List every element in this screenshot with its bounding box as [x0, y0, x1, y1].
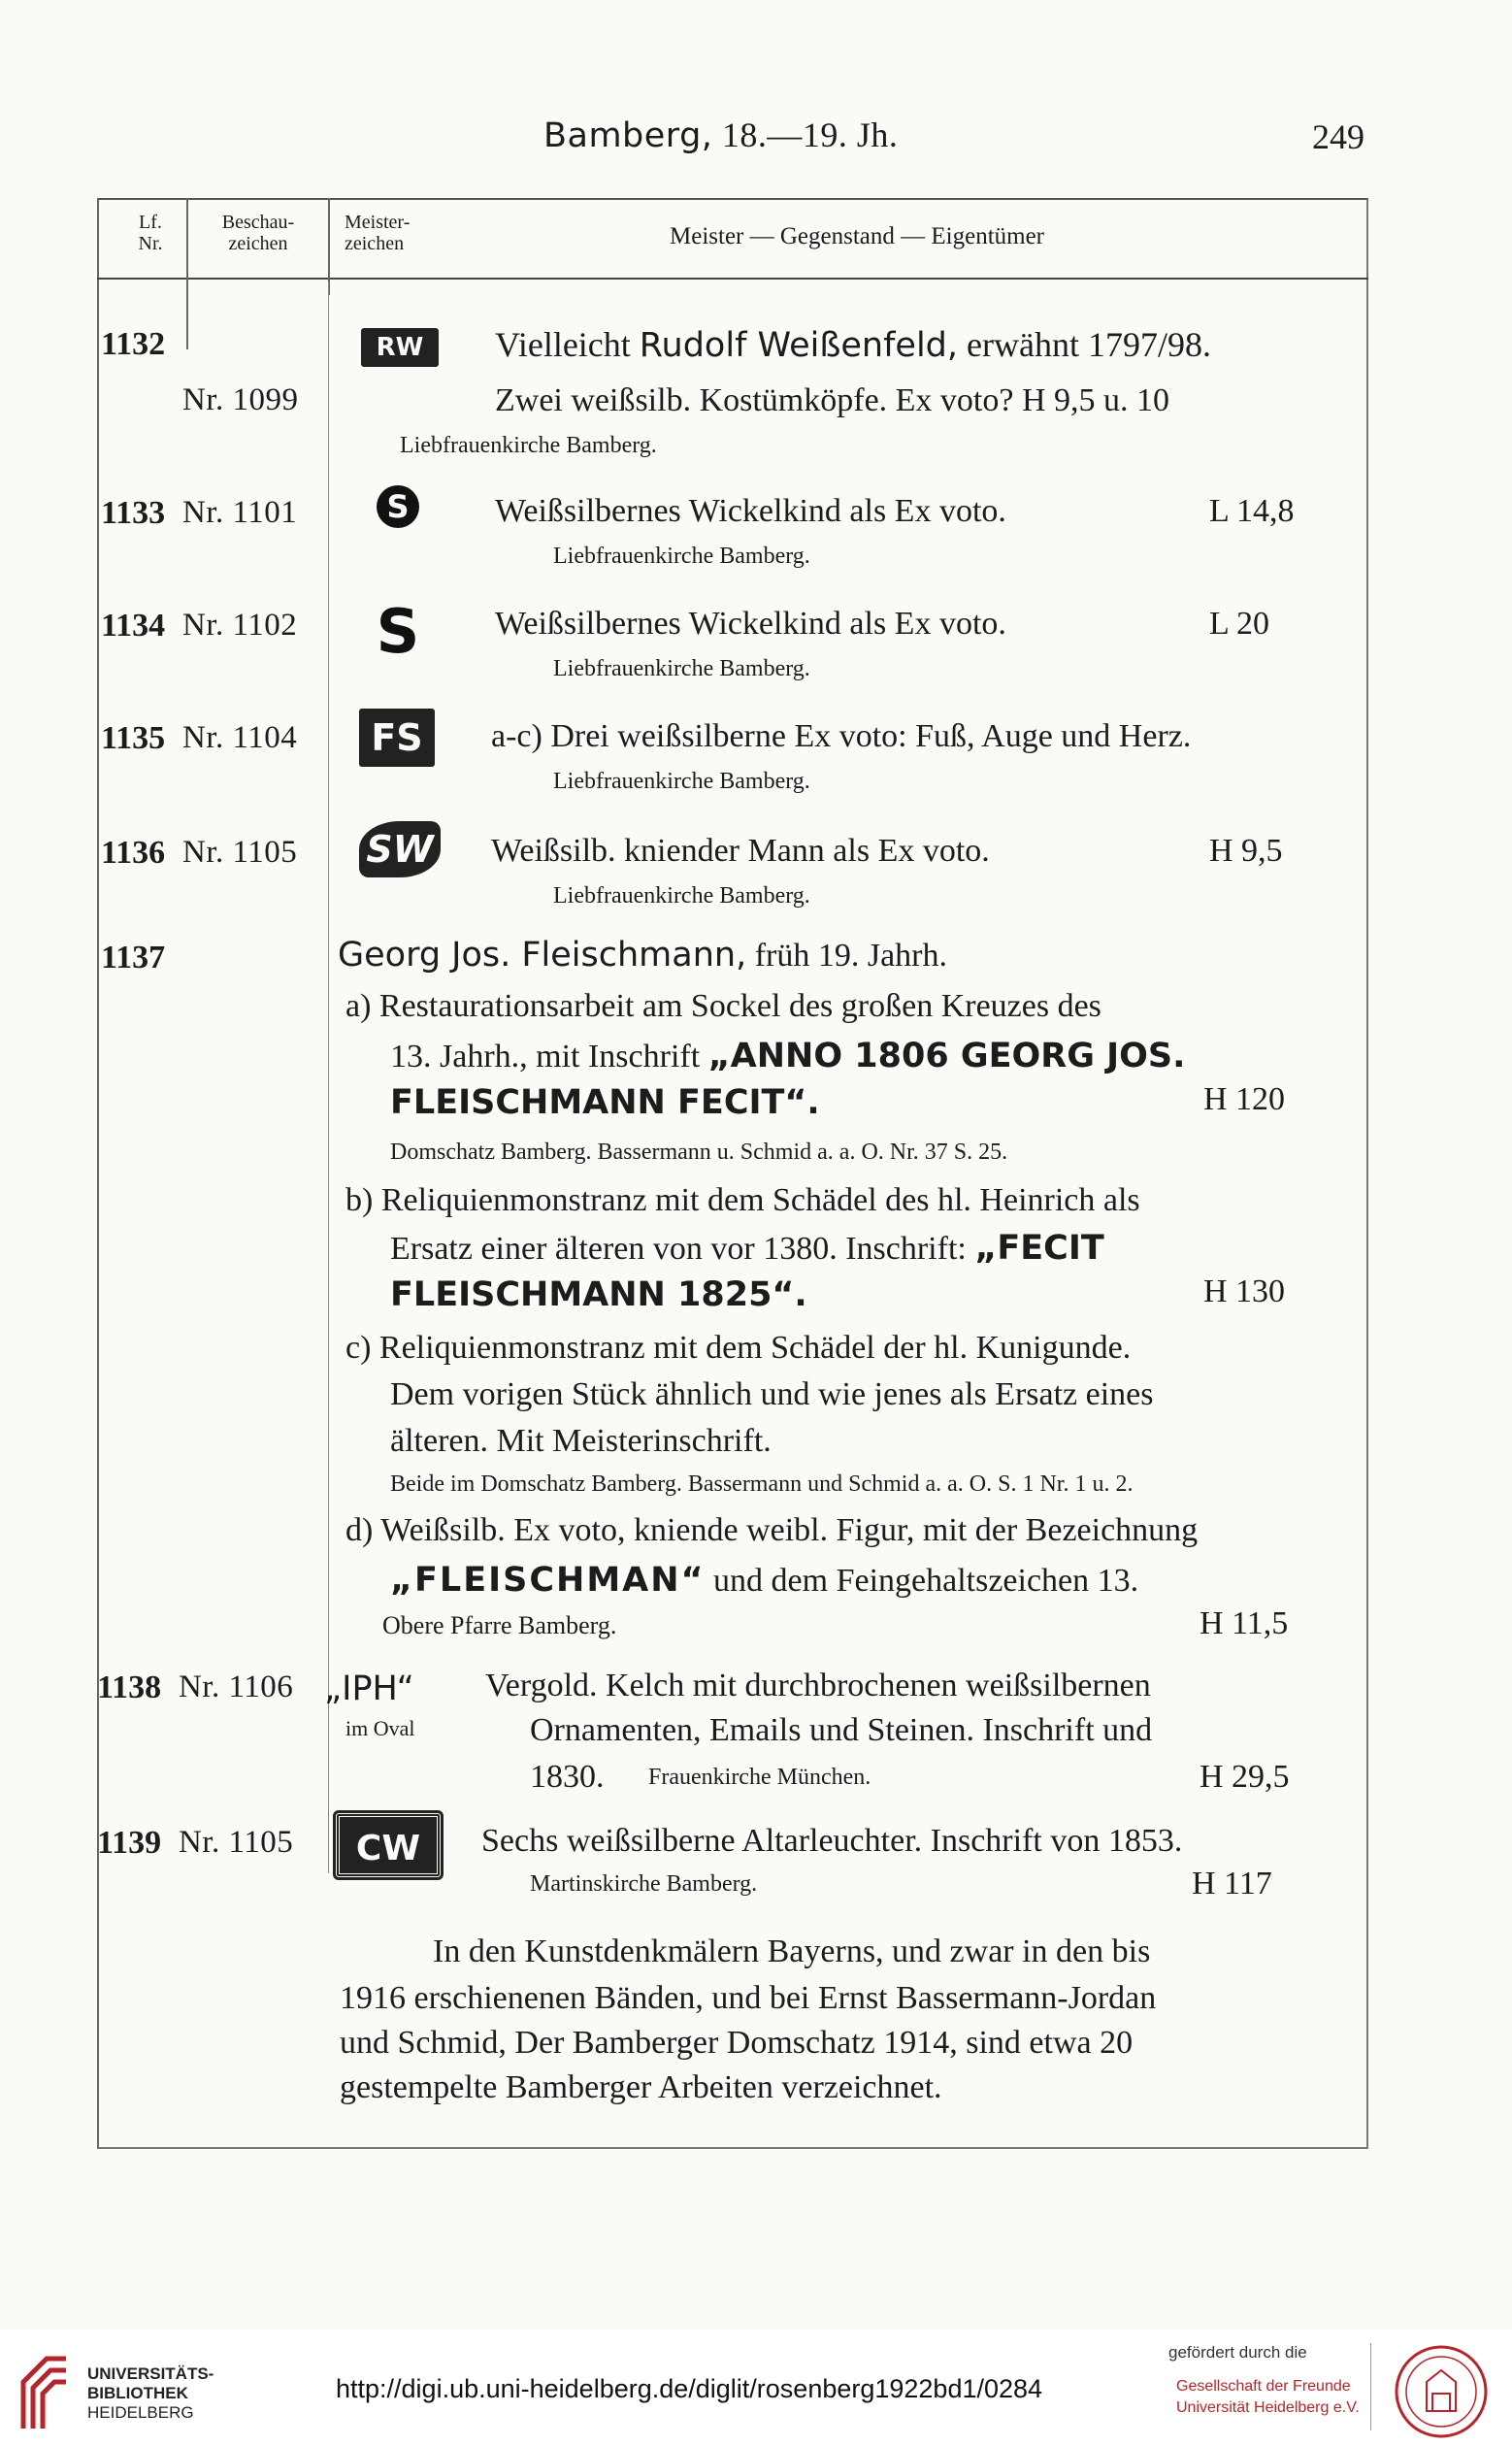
entry-line: 1830.	[530, 1759, 605, 1795]
reference: Nr. 1101	[182, 495, 298, 530]
closing-line: In den Kunstdenkmälern Bayerns, und zwar in den bis	[433, 1934, 1151, 1969]
mark-fs-icon: FS	[359, 709, 435, 767]
column-rule-beschau	[328, 198, 330, 295]
entry-number: 1139	[97, 1825, 162, 1861]
reference: Nr. 1105	[179, 1825, 294, 1860]
entry-line: Zwei weißsilb. Kostümköpfe. Ex voto? H 9,5 u. 10	[495, 382, 1170, 418]
library-name: UNIVERSITÄTS- BIBLIOTHEK HEIDELBERG	[87, 2364, 214, 2422]
entry-line: Weißsilb. kniender Mann als Ex voto.	[491, 833, 990, 869]
entry-number: 1134	[101, 608, 166, 644]
column-rule-lf	[186, 198, 188, 295]
entry-line: d) Weißsilb. Ex voto, kniende weibl. Figur, mit der Bezeichnung	[345, 1512, 1199, 1548]
column-rule-beschau-body	[328, 281, 329, 1873]
dimension: H 117	[1192, 1866, 1272, 1901]
entry-number: 1136	[101, 835, 166, 871]
header-rule	[97, 278, 1368, 280]
entry-line: Weißsilbernes Wickelkind als Ex voto.	[495, 493, 1006, 529]
entry-line: Ersatz einer älteren von vor 1380. Inschrift: „FECIT	[390, 1229, 1104, 1268]
entry-number: 1133	[101, 495, 166, 531]
entry-line: Sechs weißsilberne Altarleuchter. Inschrift von 1853.	[481, 1823, 1183, 1859]
footer-divider	[1370, 2343, 1371, 2430]
page-title: Bamberg, 18.—19. Jh.	[543, 116, 899, 155]
owner: Liebfrauenkirche Bamberg.	[553, 883, 810, 909]
mark-sw-icon: SW	[359, 821, 441, 877]
mark-s-oval-icon: S	[377, 485, 419, 528]
reference: Nr. 1104	[182, 720, 298, 755]
mark-rw-icon: RW	[361, 328, 439, 367]
entry-line: Vielleicht Rudolf Weißenfeld, erwähnt 1797/98.	[495, 325, 1211, 365]
sponsor-name: Gesellschaft der Freunde Universität Heidelberg e.V.	[1176, 2378, 1360, 2416]
mark-s-icon: S	[376, 596, 420, 667]
running-head	[0, 115, 1512, 173]
header-beschauzeichen: Beschau- zeichen	[221, 212, 295, 254]
ub-logo-icon[interactable]	[17, 2353, 72, 2430]
owner: Liebfrauenkirche Bamberg.	[553, 544, 810, 569]
dimension: H 130	[1203, 1273, 1286, 1309]
entry-line: älteren. Mit Meisterinschrift.	[390, 1423, 772, 1459]
entry-line: Ornamenten, Emails und Steinen. Inschrift und	[530, 1712, 1153, 1748]
entry-number: 1132	[101, 326, 166, 362]
dimension: L 20	[1209, 606, 1270, 642]
entry-title: Georg Jos. Fleischmann, früh 19. Jahrh.	[338, 936, 948, 975]
reference: Nr. 1099	[182, 382, 299, 417]
university-seal-icon[interactable]	[1388, 2343, 1495, 2440]
entry-line: „FLEISCHMAN“ und dem Feingehaltszeichen 13.	[390, 1561, 1139, 1600]
dimension: H 29,5	[1200, 1759, 1290, 1795]
closing-line: 1916 erschienenen Bänden, und bei Ernst Bassermann-Jordan	[340, 1980, 1157, 2016]
dimension: L 14,8	[1209, 493, 1295, 529]
owner: Domschatz Bamberg. Bassermann u. Schmid a. a. O. Nr. 37 S. 25.	[390, 1140, 1008, 1165]
inscription: FLEISCHMANN 1825“.	[390, 1275, 807, 1314]
dimension: H 11,5	[1200, 1605, 1289, 1641]
owner: Frauenkirche München.	[648, 1765, 871, 1790]
owner: Beide im Domschatz Bamberg. Bassermann und Schmid a. a. O. S. 1 Nr. 1 u. 2.	[390, 1471, 1134, 1497]
header-meisterzeichen: Meister- zeichen	[345, 212, 411, 254]
entry-line: c) Reliquienmonstranz mit dem Schädel der hl. Kunigunde.	[345, 1330, 1132, 1366]
entry-line: a-c) Drei weißsilberne Ex voto: Fuß, Auge und Herz.	[491, 718, 1192, 754]
reference: Nr. 1106	[179, 1669, 294, 1704]
mark-cw-icon: CW	[336, 1813, 441, 1877]
owner: Obere Pfarre Bamberg.	[382, 1611, 617, 1639]
closing-line: gestempelte Bamberger Arbeiten verzeichnet.	[340, 2069, 942, 2105]
entry-number: 1138	[97, 1669, 162, 1705]
entry-line: b) Reliquienmonstranz mit dem Schädel des hl. Heinrich als	[345, 1182, 1140, 1218]
entry-line: 13. Jahrh., mit Inschrift „ANNO 1806 GEORG JOS.	[390, 1037, 1186, 1075]
entry-line: Dem vorigen Stück ähnlich und wie jenes als Ersatz eines	[390, 1376, 1154, 1412]
owner: Martinskirche Bamberg.	[530, 1871, 758, 1897]
mark-note: im Oval	[345, 1716, 415, 1740]
entry-number: 1135	[101, 720, 166, 756]
inscription: FLEISCHMANN FECIT“.	[390, 1083, 820, 1122]
page-number: 249	[1312, 117, 1364, 156]
column-rule-lf-body	[186, 281, 188, 349]
owner: Liebfrauenkirche Bamberg.	[400, 433, 657, 458]
entry-line: Weißsilbernes Wickelkind als Ex voto.	[495, 606, 1006, 642]
dimension: H 9,5	[1209, 833, 1283, 869]
entry-number: 1137	[101, 940, 166, 975]
owner: Liebfrauenkirche Bamberg.	[553, 769, 810, 794]
reference: Nr. 1102	[182, 608, 298, 643]
header-main: Meister — Gegenstand — Eigentümer	[670, 223, 1045, 249]
closing-line: und Schmid, Der Bamberger Domschatz 1914, sind etwa 20	[340, 2025, 1134, 2061]
dimension: H 120	[1203, 1081, 1286, 1117]
header-lf-nr: Lf. Nr.	[138, 212, 163, 254]
source-url-link[interactable]: http://digi.ub.uni-heidelberg.de/diglit/rosenberg1922bd1/0284	[336, 2374, 1043, 2403]
mark-iph-icon: „IPH“	[324, 1669, 414, 1708]
owner: Liebfrauenkirche Bamberg.	[553, 656, 810, 681]
sponsor-label: gefördert durch die	[1168, 2343, 1307, 2362]
entry-line: a) Restaurationsarbeit am Sockel des großen Kreuzes des	[345, 988, 1101, 1024]
reference: Nr. 1105	[182, 835, 298, 870]
entry-line: Vergold. Kelch mit durchbrochenen weißsilbernen	[485, 1668, 1151, 1703]
